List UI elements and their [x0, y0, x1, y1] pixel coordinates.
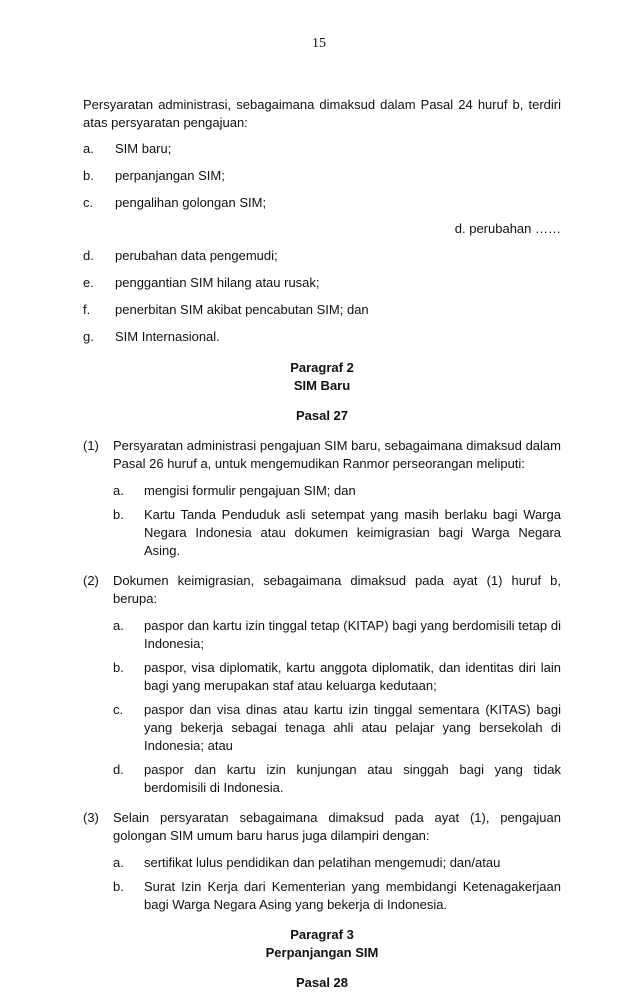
list-item-text: Surat Izin Kerja dari Kementerian yang membidangi Ketenagakerjaan bagi Warga Negara Asing yang bekerja di Indonesia. — [144, 879, 561, 912]
page-continuation-marker: d. perubahan …… — [454, 221, 561, 236]
ayat-text: Persyaratan administrasi pengajuan SIM baru, sebagaimana dimaksud dalam Pasal 26 huruf a, untuk mengemudikan Ranmor perseorangan meliputi: — [113, 438, 561, 471]
list-item-label: f. — [83, 302, 91, 317]
list-item-label: c. — [113, 702, 124, 717]
paragraf2-subheading: SIM Baru — [293, 378, 351, 393]
ayat-label: (2) — [83, 573, 99, 588]
list-item-label: d. — [113, 762, 124, 777]
list-item-label: b. — [113, 507, 124, 522]
list-item-label: d. — [83, 248, 94, 263]
list-item-text: sertifikat lulus pendidikan dan pelatihan mengemudi; dan/atau — [144, 855, 501, 870]
requirements-list-part2 — [83, 247, 561, 346]
list-item-text: mengisi formulir pengajuan SIM; dan — [144, 483, 356, 498]
paragraf3-subheading: Perpanjangan SIM — [265, 945, 379, 960]
list-item — [83, 274, 561, 292]
paragraf2-heading: Paragraf 2 — [290, 360, 354, 375]
list-item-label: b. — [113, 879, 124, 894]
list-item-label: b. — [83, 168, 94, 183]
ayat-1-main — [83, 437, 561, 473]
ayat-2-main — [83, 572, 561, 608]
list-item — [113, 506, 561, 560]
list-item-text: pengalihan golongan SIM; — [115, 195, 267, 210]
list-item — [113, 617, 561, 653]
list-item — [83, 167, 561, 185]
document-body — [83, 96, 561, 1004]
list-item — [83, 328, 561, 346]
ayat-2 — [83, 572, 561, 797]
paragraf3-heading: Paragraf 3 — [290, 927, 354, 942]
list-item-text: paspor dan kartu izin tinggal tetap (KITAP) bagi yang berdomisili tetap di Indonesia; — [144, 618, 561, 651]
list-item — [113, 854, 561, 872]
ayat-3 — [83, 809, 561, 914]
ayat-2-items — [113, 617, 561, 797]
ayat-text: Selain persyaratan sebagaimana dimaksud pada ayat (1), pengajuan golongan SIM umum baru harus juga dilampiri dengan: — [113, 810, 561, 843]
list-item — [83, 194, 561, 212]
pasal28-heading: Pasal 28 — [295, 975, 349, 990]
list-item-label: a. — [113, 483, 124, 498]
ayat-3-items — [113, 854, 561, 914]
ayat-1-items — [113, 482, 561, 560]
ayat-text: Dokumen keimigrasian, sebagaimana dimaksud pada ayat (1) huruf b, berupa: — [113, 573, 561, 606]
list-item-text: penggantian SIM hilang atau rusak; — [115, 275, 320, 290]
list-item — [83, 247, 561, 265]
list-item-text: SIM Internasional. — [115, 329, 220, 344]
ayat-1 — [83, 437, 561, 560]
list-item-text: paspor dan kartu izin kunjungan atau singgah bagi yang tidak berdomisili di Indonesia. — [144, 762, 561, 795]
list-item-text: perubahan data pengemudi; — [115, 248, 278, 263]
list-item-label: a. — [83, 141, 94, 156]
list-item — [113, 659, 561, 695]
list-item — [83, 301, 561, 319]
list-item — [83, 140, 561, 158]
list-item-text: paspor dan visa dinas atau kartu izin tinggal sementara (KITAS) bagi yang bekerja sebagai tenaga ahli atau pelajar yang bersekolah di Indonesia; atau — [144, 702, 561, 753]
list-item — [113, 878, 561, 914]
list-item-label: g. — [83, 329, 94, 344]
list-item-text: Kartu Tanda Penduduk asli setempat yang masih berlaku bagi Warga Negara Indonesia atau dokumen keimigrasian bagi Warga Negara Asing. — [144, 507, 561, 558]
ayat-label: (3) — [83, 810, 99, 825]
list-item — [113, 482, 561, 500]
page-number: 15 — [312, 36, 326, 51]
list-item-label: a. — [113, 855, 124, 870]
list-item-text: perpanjangan SIM; — [115, 168, 225, 183]
list-item — [113, 701, 561, 755]
list-item-text: penerbitan SIM akibat pencabutan SIM; dan — [115, 302, 369, 317]
list-item-label: a. — [113, 618, 124, 633]
intro-paragraph: Persyaratan administrasi, sebagaimana dimaksud dalam Pasal 24 huruf b, terdiri atas persyaratan pengajuan: — [83, 97, 561, 130]
pasal27-heading: Pasal 27 — [295, 408, 349, 423]
list-item-label: c. — [83, 195, 94, 210]
requirements-list-part1 — [83, 140, 561, 212]
list-item-label: b. — [113, 660, 124, 675]
list-item-label: e. — [83, 275, 94, 290]
list-item-text: SIM baru; — [115, 141, 172, 156]
ayat-3-main — [83, 809, 561, 845]
list-item-text: paspor, visa diplomatik, kartu anggota diplomatik, dan identitas diri lain bagi yang merupakan staf atau keluarga kedutaan; — [144, 660, 561, 693]
list-item — [113, 761, 561, 797]
ayat-label: (1) — [83, 438, 99, 453]
